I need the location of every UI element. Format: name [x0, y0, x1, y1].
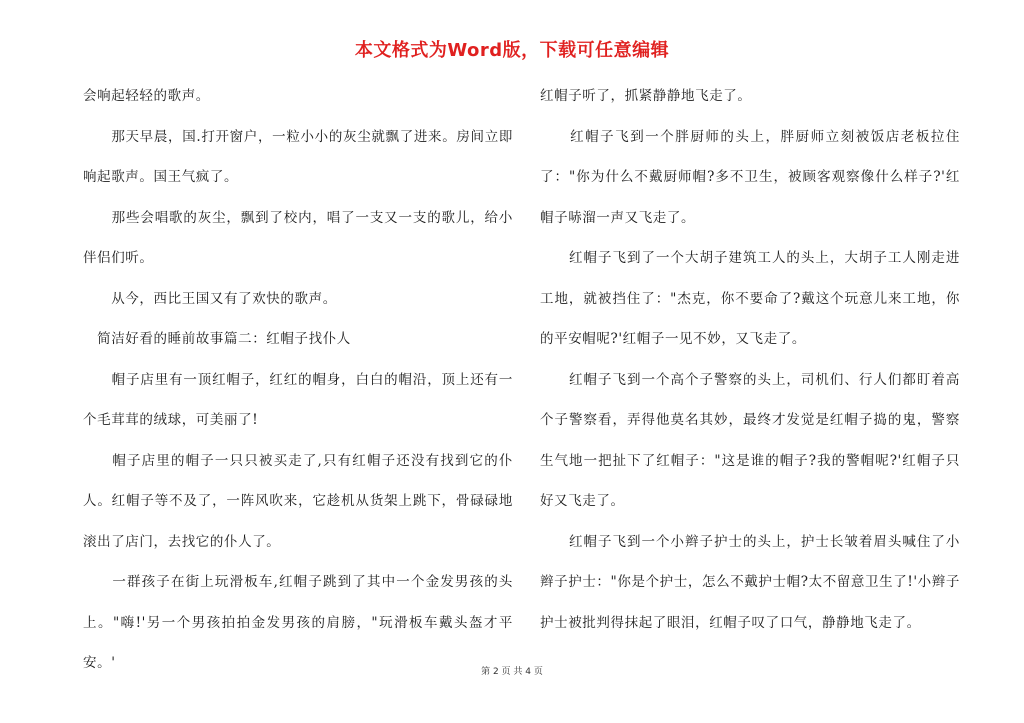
- paragraph: 红帽子飞到一个胖厨师的头上，胖厨师立刻被饭店老板拉住了："你为什么不戴厨师帽?多不卫生，被顾客观察像什么样子?'红帽子哧溜一声又飞走了。: [540, 128, 960, 226]
- download-banner: 本文格式为Word版，下载可任意编辑: [354, 40, 670, 61]
- page-number: 第 2 页 共 4 页: [481, 667, 543, 677]
- section-heading: 简洁好看的睡前故事篇二：红帽子找仆人: [83, 331, 351, 347]
- right-column: [540, 76, 960, 643]
- paragraph: 帽子店里的帽子一只只被买走了,只有红帽子还没有找到它的仆人。红帽子等不及了，一阵风吹来，它趁机从货架上跳下，骨碌碌地滚出了店门，去找它的仆人了。: [83, 452, 513, 550]
- paragraph: 会响起轻轻的歌声。: [83, 88, 210, 104]
- left-column: [83, 76, 513, 684]
- paragraph: 红帽子飞到了一个大胡子建筑工人的头上，大胡子工人刚走进工地，就被挡住了："杰克，你不要命了?戴这个玩意儿来工地，你的平安帽呢?'红帽子一见不妙，又飞走了。: [540, 250, 960, 347]
- paragraph: 帽子店里有一顶红帽子，红红的帽身，白白的帽沿，顶上还有一个毛茸茸的绒球，可美丽了!: [83, 371, 513, 428]
- paragraph: 那天早晨，国.打开窗户，一粒小小的灰尘就飘了进来。房间立即响起歌声。国王气疯了。: [83, 128, 513, 185]
- paragraph: 红帽子听了，抓紧静静地飞走了。: [540, 88, 752, 104]
- paragraph: 红帽子飞到一个小辫子护士的头上，护士长皱着眉头喊住了小辫子护士："你是个护士，怎么不戴护士帽?太不留意卫生了!'小辫子护士被批判得抹起了眼泪，红帽子叹了口气，静静地飞走了。: [540, 533, 960, 631]
- paragraph: 那些会唱歌的灰尘，飘到了校内，唱了一支又一支的歌儿，给小伴侣们听。: [83, 209, 513, 266]
- paragraph: 从今，西比王国又有了欢快的歌声。: [83, 290, 337, 307]
- paragraph: 一群孩子在街上玩滑板车,红帽子跳到了其中一个金发男孩的头上。"嗨!'另一个男孩拍拍金发男孩的肩膀，"玩滑板车戴头盔才平安。': [83, 574, 513, 671]
- paragraph: 红帽子飞到一个高个子警察的头上，司机们、行人们都盯着高个子警察看，弄得他莫名其妙，最终才发觉是红帽子捣的鬼，警察生气地一把扯下了红帽子："这是谁的帽子?我的警帽呢?'红帽子只好又飞走了。: [540, 371, 960, 509]
